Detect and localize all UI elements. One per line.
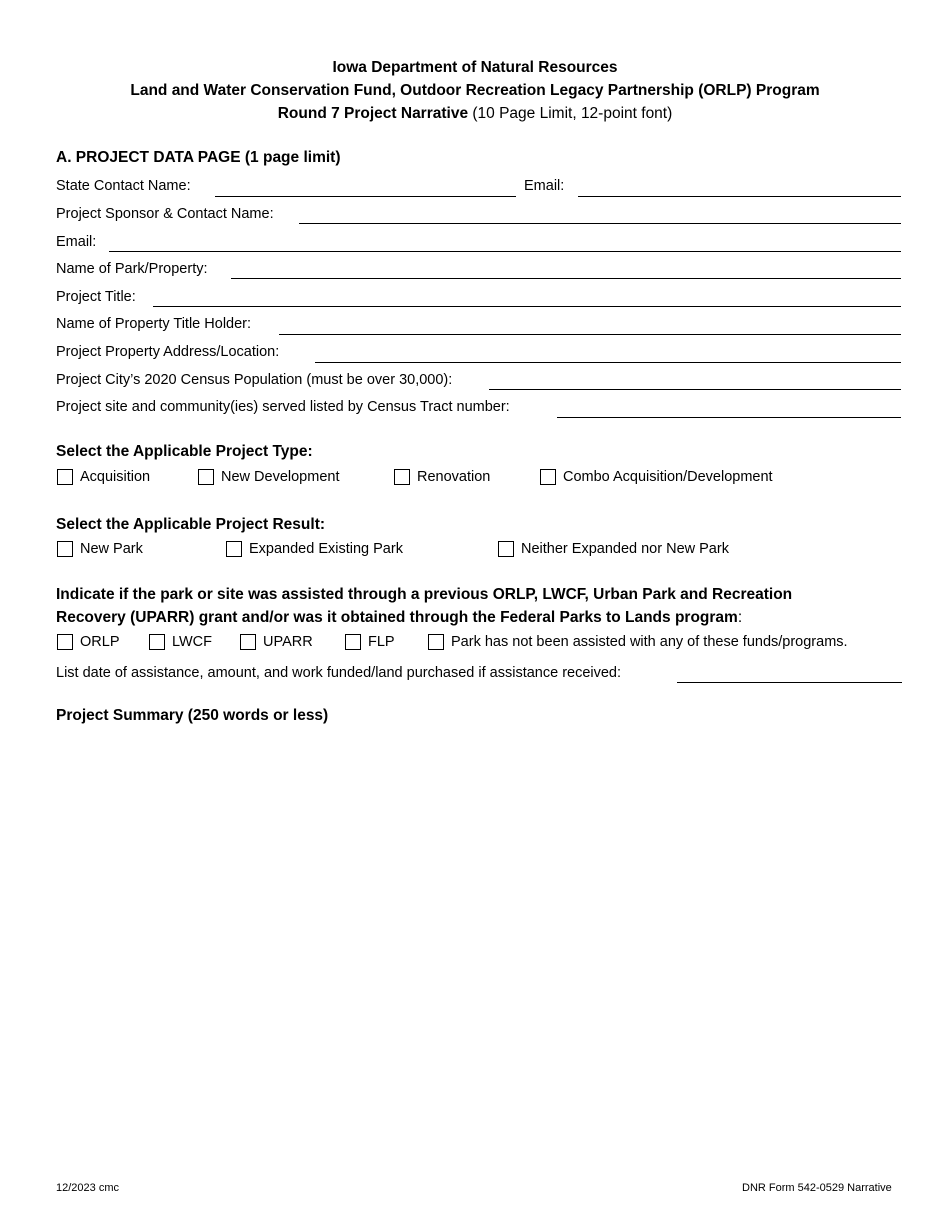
checkbox-label: ORLP [80, 634, 120, 650]
checkbox-box[interactable] [540, 469, 556, 485]
checkbox-label: Park has not been assisted with any of these funds/programs. [451, 634, 848, 650]
assistance-title-colon: : [737, 609, 743, 626]
checkbox-lwcf[interactable] [149, 633, 212, 651]
checkbox-label: Neither Expanded nor New Park [521, 541, 729, 557]
checkbox-uparr[interactable] [240, 633, 313, 651]
checkbox-box[interactable] [57, 634, 73, 650]
checkbox-label: New Park [80, 541, 143, 557]
census-tract-label: Project site and community(ies) served listed by Census Tract number: [56, 399, 510, 415]
state-email-label: Email: [524, 178, 565, 194]
checkbox-box[interactable] [428, 634, 444, 650]
assistance-title-line1: Indicate if the park or site was assisted through a previous ORLP, LWCF, Urban Park and Recreation [56, 586, 793, 603]
project-summary-title: Project Summary (250 words or less) [56, 707, 329, 724]
section-a-title: A. PROJECT DATA PAGE (1 page limit) [56, 149, 341, 166]
checkbox-acquisition[interactable] [57, 468, 150, 486]
park-name-field[interactable] [231, 278, 901, 279]
checkbox-combo[interactable] [540, 468, 773, 486]
checkbox-label: LWCF [172, 634, 213, 650]
header-round [0, 102, 950, 125]
checkbox-new-development[interactable] [198, 468, 339, 486]
address-label: Project Property Address/Location: [56, 344, 280, 360]
header-program: Land and Water Conservation Fund, Outdoor Recreation Legacy Partnership (ORLP) Program [130, 82, 820, 99]
state-contact-name-label: State Contact Name: [56, 178, 191, 194]
project-summary-area[interactable] [56, 735, 901, 1155]
footer-date: 12/2023 cmc [56, 1182, 119, 1194]
email-label: Email: [56, 234, 97, 250]
checkbox-label: UPARR [263, 634, 313, 650]
checkbox-not-assisted[interactable] [428, 633, 848, 651]
census-population-label: Project City’s 2020 Census Population (must be over 30,000): [56, 372, 453, 388]
sponsor-contact-label: Project Sponsor & Contact Name: [56, 206, 274, 222]
checkbox-orlp[interactable] [57, 633, 120, 651]
title-holder-label: Name of Property Title Holder: [56, 316, 252, 332]
checkbox-flp[interactable] [345, 633, 395, 651]
state-contact-name-field[interactable] [215, 196, 516, 197]
checkbox-box[interactable] [498, 541, 514, 557]
checkbox-box[interactable] [57, 469, 73, 485]
email-field[interactable] [109, 251, 901, 252]
checkbox-label: FLP [368, 634, 395, 650]
checkbox-box[interactable] [345, 634, 361, 650]
header-agency: Iowa Department of Natural Resources [332, 59, 618, 76]
checkbox-label: Expanded Existing Park [249, 541, 403, 557]
checkbox-label: New Development [221, 469, 340, 485]
checkbox-box[interactable] [394, 469, 410, 485]
checkbox-box[interactable] [226, 541, 242, 557]
census-tract-field[interactable] [557, 417, 901, 418]
project-type-title: Select the Applicable Project Type: [56, 443, 313, 460]
footer-form-number: DNR Form 542-0529 Narrative [742, 1182, 892, 1194]
park-name-label: Name of Park/Property: [56, 261, 208, 277]
checkbox-label: Combo Acquisition/Development [563, 469, 773, 485]
title-holder-field[interactable] [279, 334, 901, 335]
address-field[interactable] [315, 362, 901, 363]
census-population-field[interactable] [489, 389, 901, 390]
checkbox-label: Renovation [417, 469, 491, 485]
assistance-title-text: Recovery (UPARR) grant and/or was it obtained through the Federal Parks to Lands program [56, 609, 738, 626]
project-title-label: Project Title: [56, 289, 136, 305]
checkbox-label: Acquisition [80, 469, 151, 485]
assistance-list-field[interactable] [677, 682, 902, 683]
project-title-field[interactable] [153, 306, 901, 307]
checkbox-box[interactable] [57, 541, 73, 557]
checkbox-box[interactable] [149, 634, 165, 650]
checkbox-new-park[interactable] [57, 540, 143, 558]
assistance-list-label: List date of assistance, amount, and work funded/land purchased if assistance received: [56, 665, 622, 681]
checkbox-expanded-park[interactable] [226, 540, 403, 558]
state-email-field[interactable] [578, 196, 901, 197]
sponsor-contact-field[interactable] [299, 223, 901, 224]
project-result-title: Select the Applicable Project Result: [56, 516, 326, 533]
checkbox-neither[interactable] [498, 540, 729, 558]
checkbox-box[interactable] [198, 469, 214, 485]
header-round-limit: (10 Page Limit, 12-point font) [468, 105, 673, 122]
checkbox-box[interactable] [240, 634, 256, 650]
checkbox-renovation[interactable] [394, 468, 490, 486]
assistance-title-line2 [56, 609, 742, 627]
header-round-title: Round 7 Project Narrative [277, 105, 469, 122]
